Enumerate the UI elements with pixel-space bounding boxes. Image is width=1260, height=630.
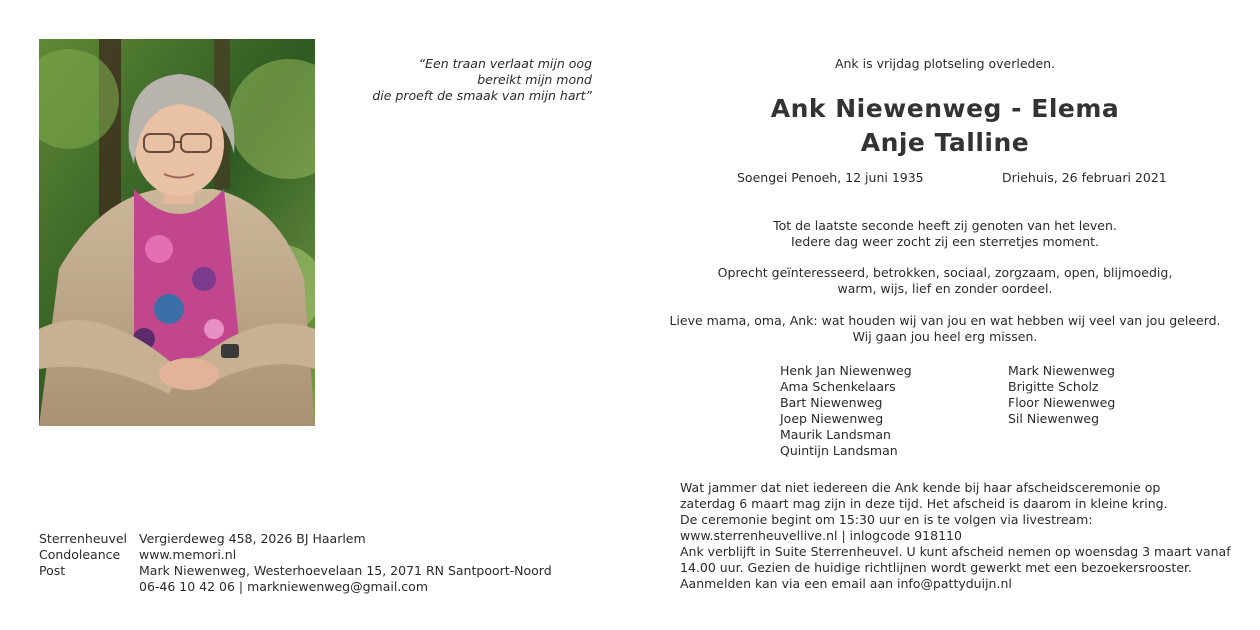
tribute-line: Lieve mama, oma, Ank: wat houden wij van jou en wat hebben wij veel van jou geleerd. [669, 313, 1221, 328]
tribute-line: Iedere dag weer zocht zij een sterretjes moment. [790, 234, 1099, 249]
notice-line: Aanmelden kan via een email aan info@pattyduijn.nl [680, 576, 1012, 591]
info-value: Mark Niewenweg, Westerhoevelaan 15, 2071 RN Santpoort-Noord [139, 563, 552, 578]
tribute-line: Wij gaan jou heel erg missen. [852, 329, 1038, 344]
contact-info [39, 531, 552, 595]
full-name: Ank Niewenweg - Elema [770, 94, 1120, 123]
notice-line: Wat jammer dat niet iedereen die Ank kende bij haar afscheidsceremonie op [680, 480, 1161, 495]
tribute-paragraph-1 [660, 218, 1230, 250]
notice-line: www.sterrenheuvellive.nl | inlogcode 918110 [680, 528, 962, 543]
info-row-post-contact [39, 579, 552, 595]
family-member: Floor Niewenweg [1008, 395, 1116, 410]
notice-line: De ceremonie begint om 15:30 uur en is te volgen via livestream: [680, 512, 1093, 527]
family-member: Bart Niewenweg [780, 395, 883, 410]
poem-quote [372, 56, 592, 104]
notice-line: zaterdag 6 maart mag zijn in deze tijd. Het afscheid is daarom in kleine kring. [680, 496, 1168, 511]
info-value: Vergierdeweg 458, 2026 BJ Haarlem [139, 531, 366, 546]
family-member: Ama Schenkelaars [780, 379, 896, 394]
family-member: Henk Jan Niewenweg [780, 363, 912, 378]
notice-line: 14.00 uur. Gezien de huidige richtlijnen wordt gewerkt met een bezoekersrooster. [680, 560, 1192, 575]
info-label: Sterrenheuvel [39, 531, 128, 546]
poem-line: “Een traan verlaat mijn oog [418, 56, 592, 71]
tribute-paragraph-2 [660, 265, 1230, 297]
family-member: Brigitte Scholz [1008, 379, 1099, 394]
info-label: Post [39, 563, 66, 578]
info-row-condoleance [39, 547, 552, 563]
portrait-photo [39, 39, 315, 426]
family-member: Sil Niewenweg [1008, 411, 1100, 426]
condoleance-link[interactable]: www.memori.nl [139, 547, 237, 562]
family-member: Joep Niewenweg [780, 411, 884, 426]
family-column-2 [1008, 363, 1115, 427]
poem-line: bereikt mijn mond [477, 72, 592, 87]
info-row-post [39, 563, 552, 579]
family-member: Maurik Landsman [780, 427, 891, 442]
tribute-line: Oprecht geïnteresseerd, betrokken, sociaal, zorgzaam, open, blijmoedig, [717, 265, 1173, 280]
info-value: 06-46 10 42 06 | markniewenweg@gmail.com [139, 579, 428, 594]
family-column-1 [780, 363, 912, 459]
tribute-line: Tot de laatste seconde heeft zij genoten van het leven. [773, 218, 1117, 233]
tribute-paragraph-3 [660, 313, 1230, 345]
birth-place-date: Soengei Penoeh, 12 juni 1935 [737, 170, 924, 185]
ceremony-notice [680, 480, 1231, 592]
deceased-name [660, 92, 1230, 160]
info-row-sterrenheuvel [39, 531, 552, 547]
family-member: Quintijn Landsman [780, 443, 898, 458]
notice-line: Ank verblijft in Suite Sterrenheuvel. U kunt afscheid nemen op woensdag 3 maart vanaf [680, 544, 1231, 559]
given-names: Anje Talline [860, 128, 1030, 157]
death-place-date: Driehuis, 26 februari 2021 [1002, 170, 1167, 185]
announcement-intro: Ank is vrijdag plotseling overleden. [834, 56, 1056, 71]
tribute-line: warm, wijs, lief en zonder oordeel. [837, 281, 1053, 296]
family-member: Mark Niewenweg [1008, 363, 1115, 378]
info-label: Condoleance [39, 547, 121, 562]
poem-line: die proeft de smaak van mijn hart” [372, 88, 592, 103]
